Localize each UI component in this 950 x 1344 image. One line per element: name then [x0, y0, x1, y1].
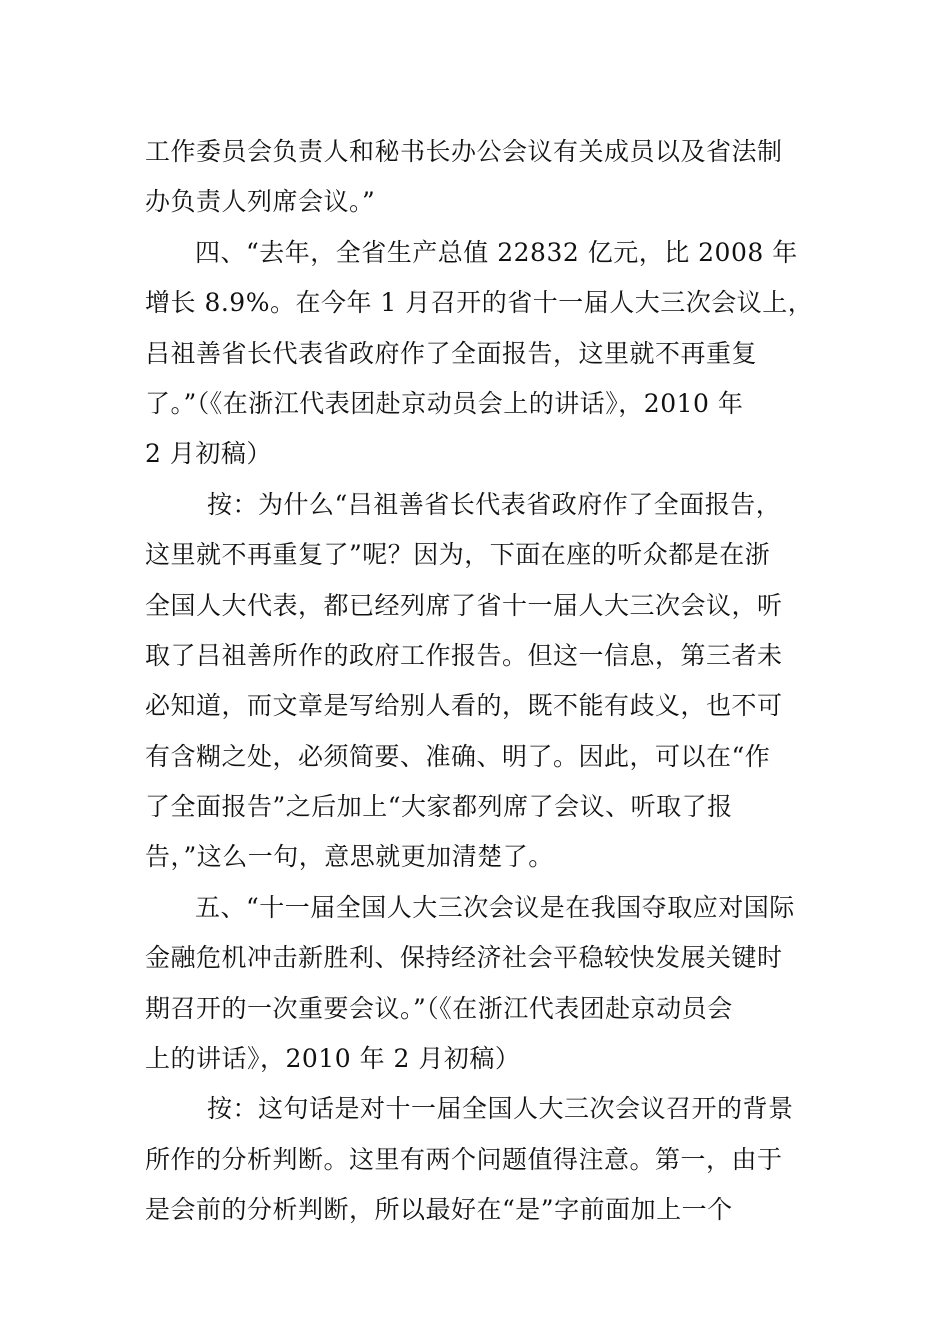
section-five-heading-line: 五、“十一届全国人大三次会议是在我国夺取应对国际: [195, 892, 795, 922]
text-line: 所作的分析判断。这里有两个问题值得注意。第一，由于: [145, 1144, 783, 1174]
text-line: 期召开的一次重要会议。”（《在浙江代表团赴京动员会: [145, 993, 733, 1023]
section-four-heading-line: 四、“去年，全省生产总值 22832 亿元，比 2008 年: [195, 237, 798, 267]
text-line: 是会前的分析判断，所以最好在“是”字前面加上一个: [145, 1195, 733, 1225]
text-line: 了全面报告”之后加上“大家都列席了会议、听取了报: [145, 792, 733, 822]
text-line: 全国人大代表，都已经列席了省十一届人大三次会议，听: [145, 590, 783, 620]
text-line: 取了吕祖善所作的政府工作报告。但这一信息，第三者未: [145, 640, 783, 670]
text-line: 吕祖善省长代表省政府作了全面报告，这里就不再重复: [145, 338, 758, 368]
text-line: 这里就不再重复了”呢？因为，下面在座的听众都是在浙: [145, 540, 771, 570]
text-line: 上的讲话》，2010 年 2 月初稿）: [145, 1044, 521, 1074]
text-line: 增长 8.9%。在今年 1 月召开的省十一届人大三次会议上，: [145, 288, 814, 318]
text-line: 告，”这么一句，意思就更加清楚了。: [145, 842, 554, 872]
text-line: 工作委员会负责人和秘书长办公会议有关成员以及省法制: [145, 137, 783, 166]
commentary-line: 按：为什么“吕祖善省长代表省政府作了全面报告，: [207, 489, 782, 519]
text-line: 了。”（《在浙江代表团赴京动员会上的讲话》，2010 年: [145, 388, 744, 418]
text-line: 办负责人列席会议。”: [145, 187, 376, 217]
text-line: 金融危机冲击新胜利、保持经济社会平稳较快发展关键时: [145, 943, 783, 973]
document-body: [145, 127, 814, 1236]
commentary-line: 按：这句话是对十一届全国人大三次会议召开的背景: [207, 1094, 794, 1124]
text-line: 必知道，而文章是写给别人看的，既不能有歧义，也不可: [145, 691, 783, 721]
text-line: 有含糊之处，必须简要、准确、明了。因此，可以在“作: [145, 741, 771, 771]
text-line: 2 月初稿）: [145, 439, 272, 469]
